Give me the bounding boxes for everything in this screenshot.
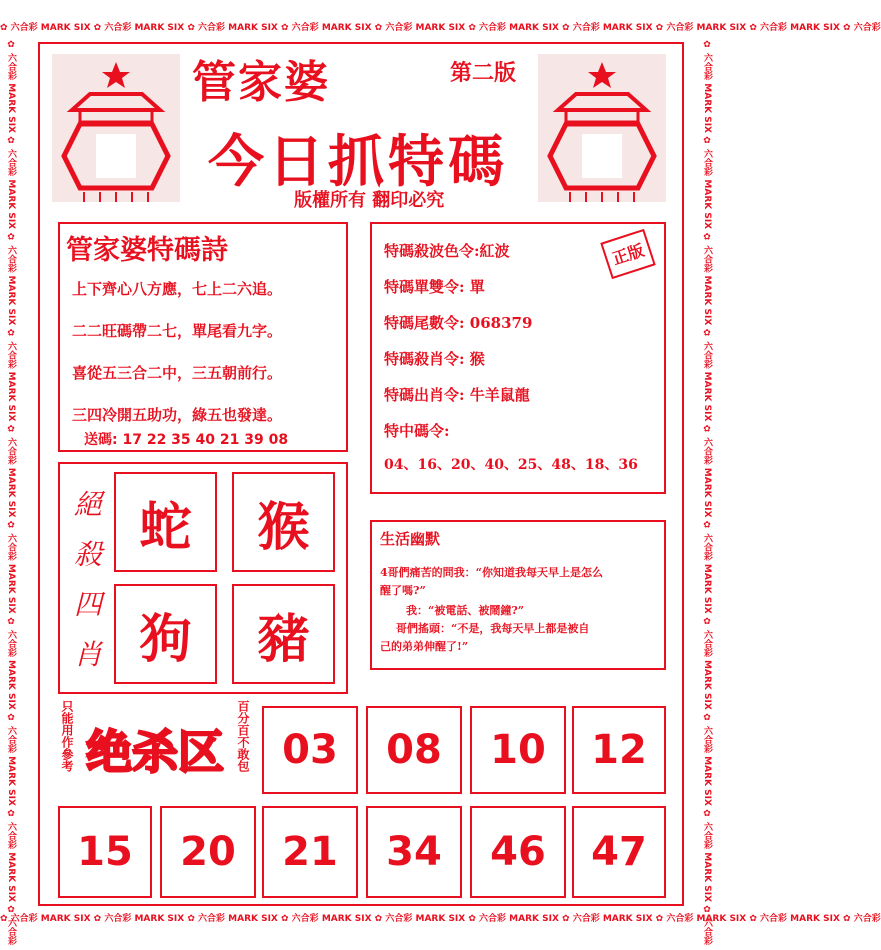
- poem-numbers: 送碼: 17 22 35 40 21 39 08: [84, 432, 289, 448]
- four-zodiac-box: [58, 462, 348, 694]
- number-cell: 03: [262, 706, 358, 794]
- zodiac-cell: 豬: [232, 584, 335, 684]
- poem-line: 喜從五三合二中，三五朝前行。: [72, 364, 283, 382]
- lantern-right-icon: [536, 52, 668, 204]
- info-line-hit-numbers: 04、16、20、40、25、48、18、36: [384, 457, 638, 473]
- number-cell: 21: [262, 806, 358, 898]
- edition-label: 第二版: [450, 60, 517, 86]
- stamp-badge: [600, 230, 656, 278]
- number-cell: 46: [470, 806, 566, 898]
- info-line-out-zodiac: 特碼出肖令: 牛羊鼠龍: [384, 386, 530, 404]
- zodiac-cell: 狗: [114, 584, 217, 684]
- poem-title: 管家婆特碼詩: [66, 235, 228, 266]
- number-cell: 10: [470, 706, 566, 794]
- no-guarantee-note: 百分百不敢包: [236, 700, 250, 772]
- frame-bottom-strip: ✿ 六合彩 MARK SIX ✿ 六合彩 MARK SIX ✿ 六合彩 MARK SIX ✿ 六合彩 MARK SIX ✿ 六合彩 MARK SIX ✿ 六合彩 MARK SIX ✿ 六合彩 MARK SIX ✿ 六合彩 MARK SIX ✿ 六合彩 MARK SIX ✿ 六合彩: [0, 914, 881, 924]
- lantern-left-icon: [50, 52, 182, 204]
- poem-line: 二二旺碼帶二七，單尾看九字。: [72, 322, 283, 340]
- info-line-kill-zodiac: 特碼殺肖令: 猴: [384, 350, 485, 368]
- humor-line: 我：“被電話、被鬧鐘?”: [406, 604, 525, 617]
- stamp-text: 正版: [609, 240, 647, 269]
- info-line-tail: 特碼尾數令: 068379: [384, 314, 533, 332]
- kill-zone-label: [80, 706, 230, 794]
- humor-line: 醒了嗎?”: [380, 584, 426, 597]
- humor-line: 己的弟弟伸醒了!”: [380, 640, 469, 653]
- number-cell: 08: [366, 706, 462, 794]
- headline: 今日抓特碼: [208, 129, 508, 195]
- info-line-hit-code: 特中碼令:: [384, 422, 450, 440]
- number-cell: 20: [160, 806, 256, 898]
- info-box: [370, 222, 666, 494]
- four-zodiac-label: 絕殺四肖: [73, 488, 102, 671]
- number-cell: 34: [366, 806, 462, 898]
- info-line-odd-even: 特碼單雙令: 單: [384, 278, 485, 296]
- zodiac-cell: 猴: [232, 472, 335, 572]
- frame-top-strip: ✿ 六合彩 MARK SIX ✿ 六合彩 MARK SIX ✿ 六合彩 MARK SIX ✿ 六合彩 MARK SIX ✿ 六合彩 MARK SIX ✿ 六合彩 MARK SIX ✿ 六合彩 MARK SIX ✿ 六合彩 MARK SIX ✿ 六合彩 MARK SIX ✿ 六合彩: [0, 23, 881, 33]
- humor-title: 生活幽默: [380, 530, 441, 548]
- number-cell: 47: [572, 806, 666, 898]
- reference-only-note: 只能用作參考: [60, 700, 74, 772]
- kill-zone-text: 绝杀区: [86, 725, 224, 779]
- frame-left-strip: ✿ 六合彩 MARK SIX ✿ 六合彩 MARK SIX ✿ 六合彩 MARK SIX ✿ 六合彩 MARK SIX ✿ 六合彩 MARK SIX ✿ 六合彩 MARK SIX ✿ 六合彩 MARK SIX ✿ 六合彩 MARK SIX ✿ 六合彩 MARK SIX ✿ 六合彩: [6, 40, 16, 946]
- zodiac-cell: 蛇: [114, 472, 217, 572]
- frame-right-strip: ✿ 六合彩 MARK SIX ✿ 六合彩 MARK SIX ✿ 六合彩 MARK SIX ✿ 六合彩 MARK SIX ✿ 六合彩 MARK SIX ✿ 六合彩 MARK SIX ✿ 六合彩 MARK SIX ✿ 六合彩 MARK SIX ✿ 六合彩 MARK SIX ✿ 六合彩: [702, 40, 712, 946]
- info-line-kill-color: 特碼殺波色令:紅波: [384, 242, 510, 260]
- number-cell: 12: [572, 706, 666, 794]
- humor-box: [370, 520, 666, 670]
- number-cell: 15: [58, 806, 152, 898]
- copyright-notice: 版權所有 翻印必究: [294, 190, 445, 211]
- humor-line: 4哥們痛苦的問我：“你知道我每天早上是怎么: [380, 566, 603, 579]
- poem-line: 上下齊心八方應，七上二六追。: [72, 280, 283, 298]
- masthead-title: 管家婆: [192, 57, 330, 108]
- poem-box: [58, 222, 348, 452]
- poem-line: 三四冷開五助功，綠五也發達。: [72, 406, 283, 424]
- humor-line: 哥們搖頭：“不是，我每天早上都是被自: [396, 622, 590, 635]
